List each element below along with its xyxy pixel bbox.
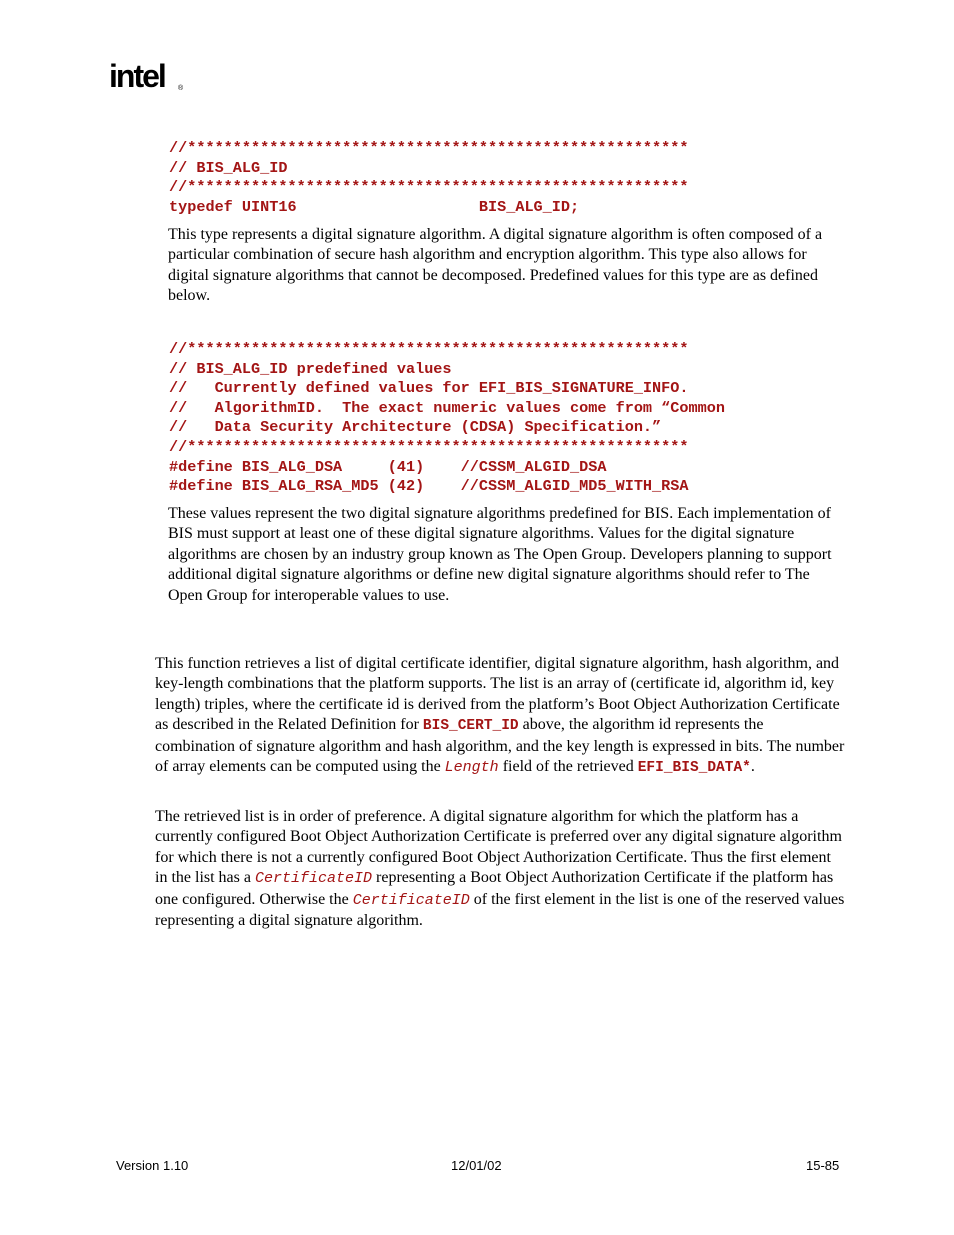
intel-logo <box>108 56 188 104</box>
code-line: //******************************************************* <box>169 340 689 358</box>
code-block-bis-alg-id <box>169 139 689 217</box>
code-line: // AlgorithmID. The exact numeric values come from “Common <box>169 398 725 417</box>
intel-logo-mark <box>108 56 188 104</box>
code-block-predefined-values <box>169 340 725 497</box>
text-run: field of the retrieved <box>498 758 638 776</box>
code-line: //******************************************************* <box>169 139 689 157</box>
code-ref-efi-bis-data: EFI_BIS_DATA* <box>637 760 751 777</box>
paragraph-function-description <box>155 654 845 778</box>
code-line: //******************************************************* <box>169 178 689 197</box>
text-run: of the first element in the list is one of the reserved values representing a digital signature algorithm. <box>155 890 845 930</box>
code-ref-bis-cert-id: BIS_CERT_ID <box>422 718 519 735</box>
code-line: //******************************************************* <box>169 437 689 456</box>
code-line: // BIS_ALG_ID predefined values <box>169 359 452 378</box>
text-run: above, the algorithm id represents the combination of signature algorithm and hash algorithm, and the key length is expressed in bits. The number of array elements can be computed using the <box>155 716 845 776</box>
text-run: This function retrieves a list of digital certificate identifier, digital signature algorithm, hash algorithm, and key-length combinations that the platform supports. The list is an array of (certificate id, algorithm id, key length) triples, where the certificate id is derived from the platform’s Boot Object Authorization Certificate as described in the Related Definition for <box>155 655 840 734</box>
footer-version: Version 1.10 <box>116 1158 189 1173</box>
code-line: // Data Security Architecture (CDSA) Specification.” <box>169 418 662 437</box>
footer-date: 12/01/02 <box>451 1158 502 1173</box>
code-line: // BIS_ALG_ID <box>169 158 288 177</box>
code-line: typedef UINT16 BIS_ALG_ID; <box>169 197 580 216</box>
paragraph-predefined-values-description: These values represent the two digital signature algorithms predefined for BIS. Each implementation of BIS must support at least one of these digital signature algorithms. Values for the digital signature algorithms are chosen by an industry group known as The Open Group. Developers planning to support additional digital signature algorithms or define new digital signature algorithms should refer to The Open Group for interoperable values to use. <box>168 505 832 604</box>
code-line: #define BIS_ALG_DSA (41) //CSSM_ALGID_DSA <box>169 457 607 476</box>
logo-registered-mark: ® <box>178 85 184 92</box>
paragraph-list-order <box>155 807 845 931</box>
code-ref-length: Length <box>444 759 499 777</box>
code-line: #define BIS_ALG_RSA_MD5 (42) //CSSM_ALGID_MD5_WITH_RSA <box>169 477 689 496</box>
paragraph-alg-id-description: This type represents a digital signature algorithm. A digital signature algorithm is often composed of a particular combination of secure hash algorithm and encryption algorithm. This type also allows for digital signature algorithms that cannot be decomposed. Predefined values for this type are as defined below. <box>168 226 823 305</box>
logo-text: intel <box>109 58 165 94</box>
text-run: representing a Boot Object Authorization Certificate if the platform has one configured. Otherwise the <box>155 869 834 908</box>
text-run: The retrieved list is in order of preference. A digital signature algorithm for which the platform has a currently configured Boot Object Authorization Certificate is preferred over any digital signature algorithm for which there is not a currently configured Boot Object Authorization Certificate. Thus the first element in the list has a <box>155 808 842 887</box>
code-ref-certificate-id: CertificateID <box>352 891 470 909</box>
code-line: // Currently defined values for EFI_BIS_SIGNATURE_INFO. <box>169 379 689 398</box>
footer-page-number: 15-85 <box>806 1158 840 1173</box>
code-ref-certificate-id: CertificateID <box>254 870 373 888</box>
text-run: . <box>750 758 755 776</box>
